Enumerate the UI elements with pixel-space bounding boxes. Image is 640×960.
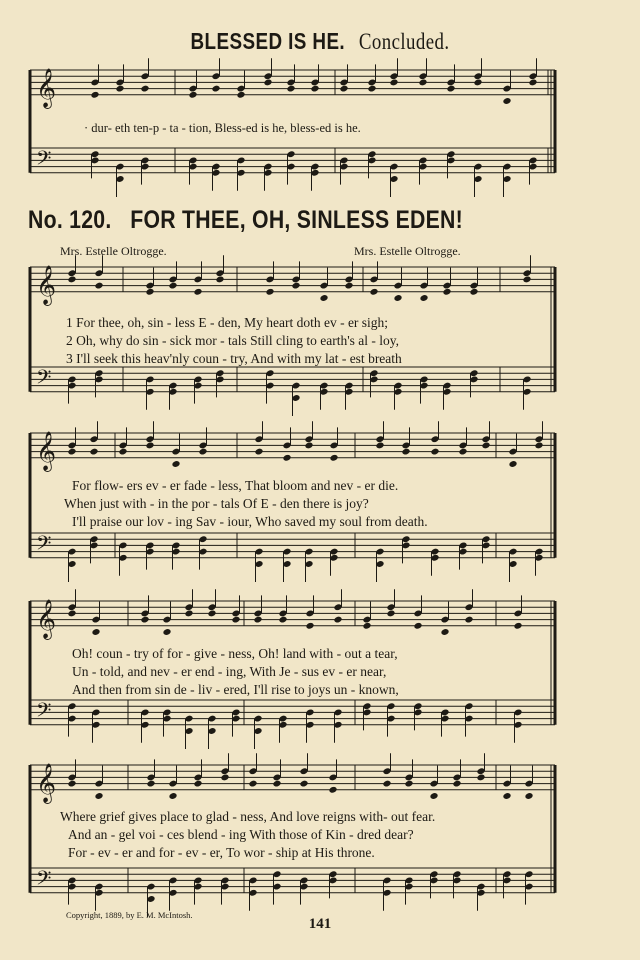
note-head bbox=[442, 288, 451, 296]
verse-line: And an - gel voi - ces blend - ing With those of Kin - dred dear? bbox=[68, 827, 414, 842]
bass-clef-icon: 𝄢 bbox=[36, 146, 52, 175]
note-head bbox=[193, 288, 202, 296]
bass-clef-icon: 𝄢 bbox=[36, 698, 52, 727]
note-head bbox=[369, 288, 378, 296]
verse-line: 2 Oh, why do sin - sick mor - tals Still cling to earth's al - loy, bbox=[66, 333, 400, 348]
verse-line: 3 I'll seek this heav'nly coun - try, And with my lat - est breath bbox=[66, 351, 402, 366]
note-head bbox=[171, 460, 180, 468]
note-head bbox=[118, 448, 127, 456]
verse-line: Un - told, and nev - er end - ing, With Je - sus ev - er near, bbox=[72, 664, 387, 679]
note-head bbox=[184, 609, 193, 617]
hymn-heading bbox=[28, 206, 463, 235]
note-head bbox=[305, 622, 314, 630]
note-head bbox=[464, 616, 473, 624]
verse-line: For - ev - er and for - ev - er, To wor - ship at His throne. bbox=[68, 845, 375, 860]
verse-line: Oh! coun - try of for - give - ness, Oh! land with - out a tear, bbox=[72, 646, 398, 661]
note-head bbox=[382, 780, 391, 788]
note-head bbox=[367, 85, 376, 93]
note-head bbox=[473, 78, 482, 86]
note-head bbox=[328, 786, 337, 794]
note-head bbox=[534, 441, 543, 449]
verse-line: I'll praise our lov - ing Sav - iour, Who saved my soul from death. bbox=[72, 514, 428, 529]
note-head bbox=[89, 448, 98, 456]
note-head bbox=[446, 85, 455, 93]
note-head bbox=[236, 91, 245, 99]
note-head bbox=[386, 609, 395, 617]
note-head bbox=[452, 780, 461, 788]
note-head bbox=[389, 78, 398, 86]
note-head bbox=[508, 460, 517, 468]
bass-clef-icon: 𝄢 bbox=[36, 866, 52, 895]
verse-line: Where grief gives place to glad - ness, And love reigns with- out fear. bbox=[60, 809, 436, 824]
note-head bbox=[304, 441, 313, 449]
note-head bbox=[502, 792, 511, 800]
note-head bbox=[145, 288, 154, 296]
words-credit: Mrs. Estelle Oltrogge. bbox=[60, 244, 167, 258]
note-head bbox=[254, 448, 263, 456]
page-number: 141 bbox=[308, 916, 332, 932]
note-head bbox=[513, 622, 522, 630]
note-head bbox=[344, 282, 353, 290]
note-head bbox=[140, 85, 149, 93]
note-head bbox=[115, 85, 124, 93]
treble-clef-icon: 𝄞 bbox=[36, 598, 57, 639]
note-head bbox=[168, 282, 177, 290]
note-head bbox=[263, 78, 272, 86]
note-head bbox=[375, 441, 384, 449]
note-head bbox=[329, 454, 338, 462]
note-head bbox=[528, 78, 537, 86]
note-head bbox=[168, 792, 177, 800]
note-head bbox=[162, 628, 171, 636]
note-head bbox=[253, 616, 262, 624]
note-head bbox=[198, 448, 207, 456]
note-head bbox=[140, 616, 149, 624]
note-head bbox=[286, 85, 295, 93]
note-head bbox=[145, 441, 154, 449]
note-head bbox=[67, 275, 76, 283]
note-head bbox=[401, 448, 410, 456]
verse-line: For flow- ers ev - er fade - less, That bloom and nev - er die. bbox=[72, 478, 399, 493]
copyright-notice: Copyright, 1889, by E. M. McIntosh. bbox=[66, 910, 193, 920]
note-head bbox=[469, 288, 478, 296]
note-head bbox=[481, 441, 490, 449]
note-head bbox=[291, 282, 300, 290]
note-head bbox=[231, 616, 240, 624]
note-head bbox=[393, 294, 402, 302]
note-head bbox=[333, 616, 342, 624]
note-head bbox=[524, 792, 533, 800]
note-head bbox=[429, 792, 438, 800]
note-head bbox=[404, 780, 413, 788]
note-head bbox=[362, 622, 371, 630]
note-head bbox=[220, 773, 229, 781]
note-head bbox=[188, 91, 197, 99]
note-head bbox=[265, 288, 274, 296]
treble-clef-icon: 𝄞 bbox=[36, 762, 57, 803]
note-head bbox=[502, 97, 511, 105]
note-head bbox=[215, 275, 224, 283]
note-head bbox=[91, 628, 100, 636]
note-head bbox=[207, 609, 216, 617]
verse-line: 1 For thee, oh, sin - less E - den, My heart doth ev - er sigh; bbox=[66, 315, 389, 330]
top-lyric-line: · dur- eth ten-p - ta - tion, Bless-ed is he, bless-ed is he. bbox=[84, 121, 361, 135]
note-head bbox=[476, 773, 485, 781]
note-head bbox=[67, 448, 76, 456]
note-head bbox=[67, 780, 76, 788]
note-head bbox=[94, 792, 103, 800]
music-credit: Mrs. Estelle Oltrogge. bbox=[354, 244, 461, 258]
bass-clef-icon: 𝄢 bbox=[36, 365, 52, 394]
note-head bbox=[272, 780, 281, 788]
note-head bbox=[319, 294, 328, 302]
note-head bbox=[522, 275, 531, 283]
verse-line: When just with - in the por - tals Of E - den there is joy? bbox=[64, 496, 369, 511]
note-head bbox=[430, 448, 439, 456]
treble-clef-icon: 𝄞 bbox=[36, 430, 57, 471]
note-head bbox=[282, 454, 291, 462]
note-head bbox=[310, 85, 319, 93]
bass-clef-icon: 𝄢 bbox=[36, 531, 52, 560]
hymn-title: FOR THEE, OH, SINLESS EDEN! bbox=[130, 206, 464, 234]
treble-clef-icon: 𝄞 bbox=[36, 264, 57, 305]
note-head bbox=[440, 628, 449, 636]
hymn-number: No. 120. bbox=[28, 206, 112, 234]
continued-title-text: BLESSED IS HE. bbox=[190, 28, 346, 54]
note-head bbox=[146, 780, 155, 788]
note-head bbox=[211, 85, 220, 93]
note-head bbox=[193, 780, 202, 788]
note-head bbox=[299, 780, 308, 788]
note-head bbox=[90, 91, 99, 99]
continued-hymn-title bbox=[58, 28, 583, 55]
note-head bbox=[458, 448, 467, 456]
note-head bbox=[248, 780, 257, 788]
note-head bbox=[94, 282, 103, 290]
note-head bbox=[418, 78, 427, 86]
note-head bbox=[419, 294, 428, 302]
note-head bbox=[339, 85, 348, 93]
verse-line: And then from sin de - liv - ered, I'll rise to joys un - known, bbox=[72, 682, 399, 697]
note-head bbox=[413, 622, 422, 630]
concluded-label: Concluded. bbox=[358, 29, 450, 54]
note-head bbox=[67, 609, 76, 617]
treble-clef-icon: 𝄞 bbox=[36, 67, 57, 108]
note-head bbox=[278, 616, 287, 624]
